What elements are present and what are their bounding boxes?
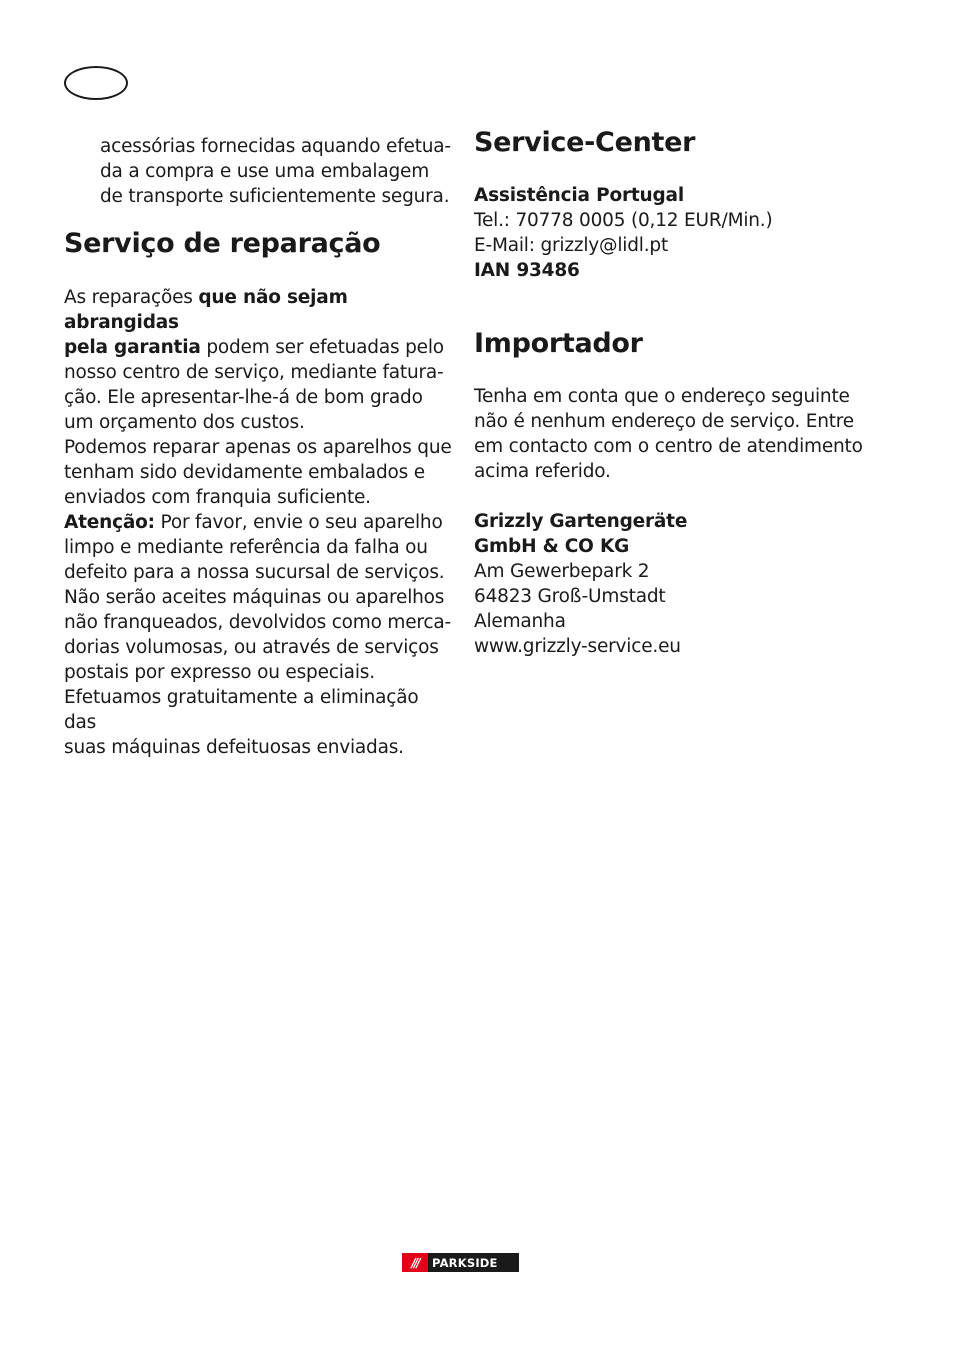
repair-line: um orçamento dos custos. [64, 412, 305, 433]
repair-line: ção. Ele apresentar-lhe-á de bom grado [64, 387, 423, 408]
importer-line: acima referido. [474, 461, 611, 482]
website-line: www.grizzly-service.eu [474, 636, 681, 657]
repair-line: tenham sido devidamente embalados e [64, 462, 425, 483]
warranty-bold-2: pela garantia [64, 337, 201, 358]
repair-line: As reparações que não sejam abrangidas [64, 287, 348, 333]
attention-line: Não serão aceites máquinas ou aparelhos [64, 587, 445, 608]
repair-line: nosso centro de serviço, mediante fatura- [64, 362, 444, 383]
intro-line: de transporte suficientemente segura. [100, 186, 450, 207]
attention-line: postais por expresso ou especiais. [64, 662, 375, 683]
service-center-heading: Service-Center [474, 127, 696, 158]
importer-paragraph [474, 384, 874, 484]
attention-line: suas máquinas defeituosas enviadas. [64, 737, 404, 758]
importer-line: não é nenhum endereço de serviço. Entre [474, 411, 854, 432]
attention-line: não franqueados, devolvidos como merca- [64, 612, 451, 633]
attention-line: Efetuamos gratuitamente a eliminação das [64, 687, 419, 733]
importer-line: em contacto com o centro de atendimento [474, 436, 863, 457]
importer-heading: Importador [474, 328, 643, 359]
intro-paragraph [64, 134, 454, 209]
assist-title: Assistência Portugal [474, 185, 684, 206]
attention-line: limpo e mediante referência da falha ou [64, 537, 428, 558]
language-badge [64, 66, 128, 100]
attention-line: Atenção: Por favor, envie o seu aparelho [64, 512, 443, 533]
company-name: GmbH & CO KG [474, 536, 630, 557]
attention-line: defeito para a nossa sucursal de serviços. [64, 562, 445, 583]
importer-line: Tenha em conta que o endereço seguinte [474, 386, 850, 407]
ian-line: IAN 93486 [474, 260, 580, 281]
service-contact [474, 183, 874, 283]
parkside-logo [402, 1253, 519, 1272]
intro-line: acessórias fornecidas aquando efetua- [100, 136, 451, 157]
importer-address [474, 509, 874, 659]
repair-heading: Serviço de reparação [64, 228, 381, 259]
repair-line: pela garantia podem ser efetuadas pelo [64, 337, 444, 358]
repair-paragraph [64, 285, 454, 760]
logo-stripes: /// [402, 1253, 428, 1272]
logo-text: PARKSIDE [432, 1255, 498, 1270]
address-line: 64823 Groß-Umstadt [474, 586, 666, 607]
address-line: Alemanha [474, 611, 566, 632]
email-line: E-Mail: grizzly@lidl.pt [474, 235, 668, 256]
company-name: Grizzly Gartengeräte [474, 511, 688, 532]
address-line: Am Gewerbepark 2 [474, 561, 650, 582]
attention-line: dorias volumosas, ou através de serviços [64, 637, 439, 658]
warranty-bold: que não sejam abrangidas [64, 287, 348, 333]
repair-line: Podemos reparar apenas os aparelhos que [64, 437, 452, 458]
tel-line: Tel.: 70778 0005 (0,12 EUR/Min.) [474, 210, 773, 231]
attention-label: Atenção: [64, 512, 155, 533]
repair-line: enviados com franquia suficiente. [64, 487, 371, 508]
intro-line: da a compra e use uma embalagem [100, 161, 430, 182]
